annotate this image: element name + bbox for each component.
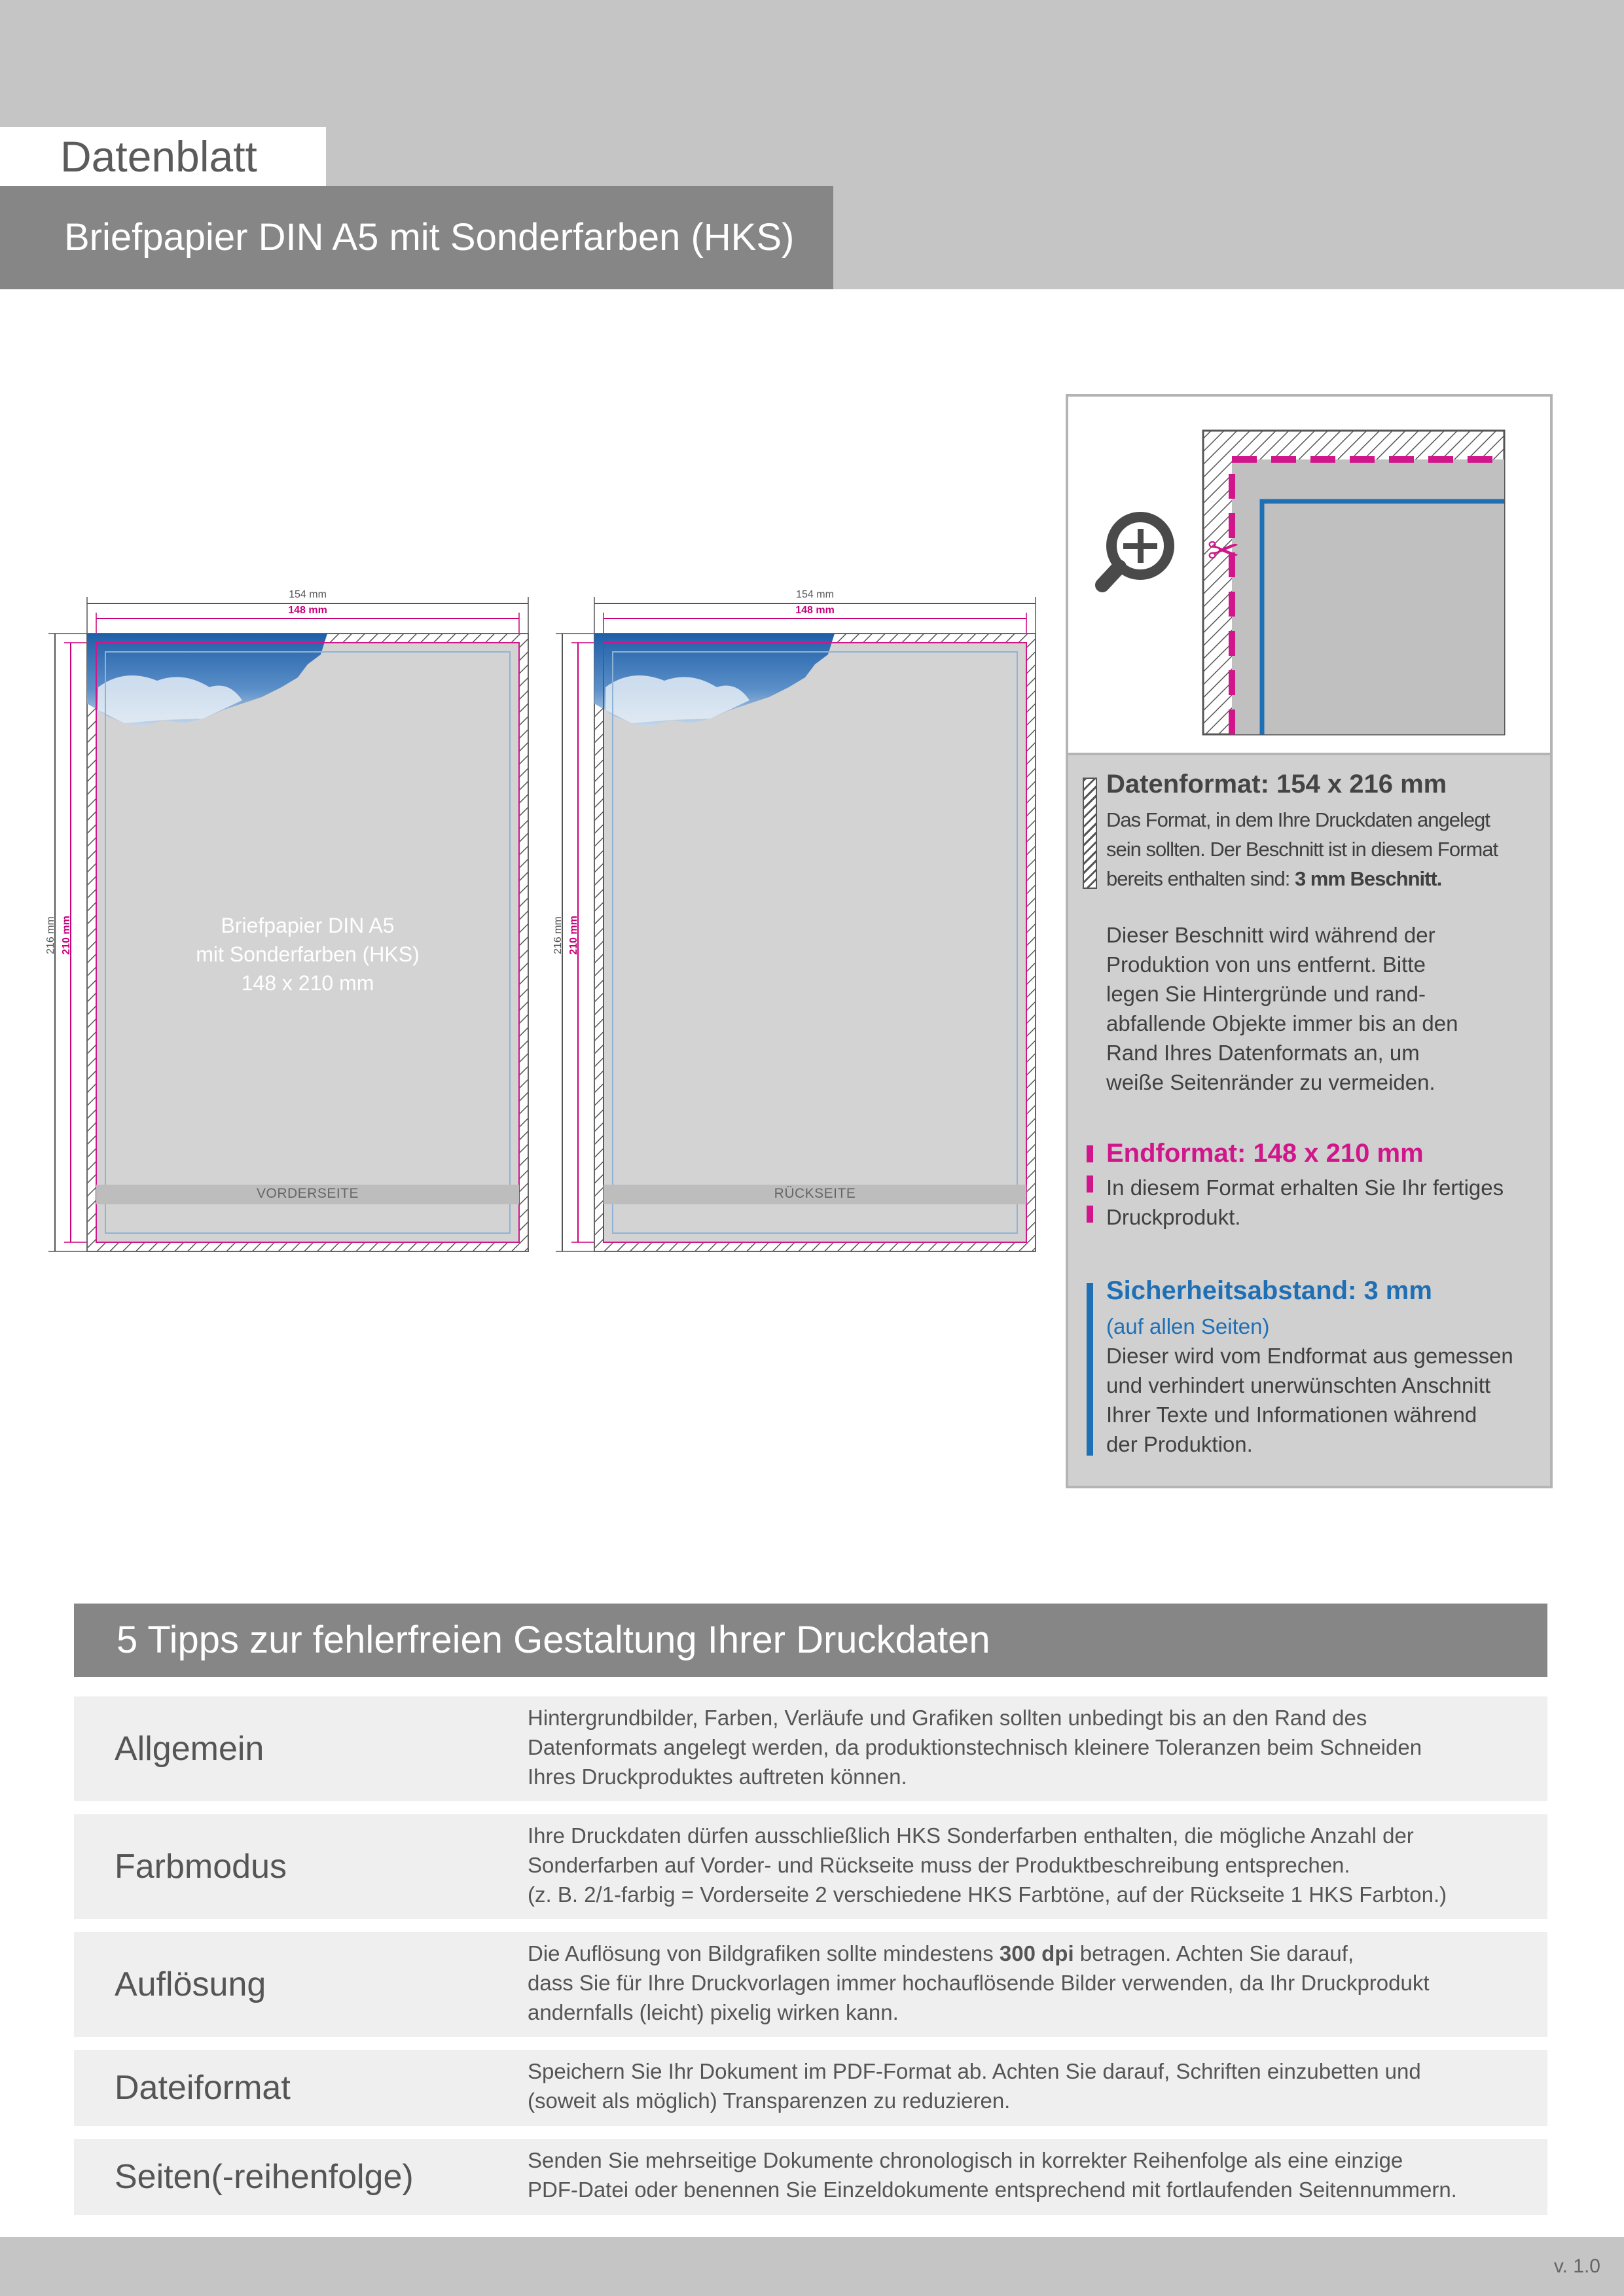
tip-name: Seiten(-reihenfolge) <box>115 2158 414 2196</box>
front-sheet <box>46 589 543 1263</box>
note-line-5: Rand Ihres Datenformats an, um <box>1106 1041 1420 1065</box>
front-center-line-3: 148 x 210 mm <box>241 971 374 995</box>
tip-row-aufloesung <box>74 1932 1547 2037</box>
tip-line: Ihres Druckproduktes auftreten können. <box>528 1765 907 1789</box>
datenformat-bold: 3 mm Beschnitt. <box>1294 867 1442 890</box>
tip-line: Senden Sie mehrseitige Dokumente chronologisch in korrekter Reihenfolge als eine einzige <box>528 2148 1403 2172</box>
tip-row-farbmodus <box>74 1814 1547 1919</box>
front-height-inner: 210 mm <box>61 916 72 955</box>
tip-row-seiten <box>74 2139 1547 2215</box>
legend-zoom-drawing <box>1066 394 1553 755</box>
datenformat-title: Datenformat: 154 x 216 mm <box>1106 770 1447 798</box>
tip-line: Datenformats angelegt werden, da produktionstechnisch kleinere Toleranzen beim Schneiden <box>528 1735 1422 1759</box>
datenformat-line-2: sein sollten. Der Beschnitt ist in diesem Format <box>1106 838 1498 861</box>
note-line-2: Produktion von uns entfernt. Bitte <box>1106 952 1426 977</box>
scissors-icon: ✂ <box>1207 529 1240 573</box>
tip-text <box>528 1821 1549 1909</box>
note-line-3: legen Sie Hintergründe und rand- <box>1106 982 1426 1006</box>
note-line-4: abfallende Objekte immer bis an den <box>1106 1011 1458 1035</box>
tip-line-post: betragen. Achten Sie darauf, <box>1074 1941 1354 1965</box>
tip-row-dateiformat <box>74 2050 1547 2126</box>
back-sheet-drawing <box>553 589 1051 1263</box>
legend-zoom-panel <box>1066 394 1553 755</box>
datenformat-note <box>1106 920 1538 1097</box>
note-line-6: weiße Seitenränder zu vermeiden. <box>1106 1070 1435 1094</box>
front-height-outer: 216 mm <box>45 916 56 954</box>
back-width-outer: 154 mm <box>796 589 834 600</box>
front-center-text <box>151 911 465 997</box>
front-side-label: VORDERSEITE <box>256 1186 359 1201</box>
sicherheit-line-2: und verhindert unerwünschten Anschnitt <box>1106 1373 1491 1397</box>
tip-line: (z. B. 2/1-farbig = Vorderseite 2 verschiedene HKS Farbtöne, auf der Rückseite 1 HKS Farbton.) <box>528 1882 1447 1907</box>
tip-row-allgemein <box>74 1696 1547 1801</box>
front-center-line-2: mit Sonderfarben (HKS) <box>196 942 420 966</box>
sicherheit-title: Sicherheitsabstand: 3 mm <box>1106 1276 1432 1305</box>
tip-text <box>528 2145 1549 2204</box>
front-width-outer: 154 mm <box>289 589 327 600</box>
tip-line: PDF-Datei oder benennen Sie Einzeldokumente entsprechend mit fortlaufenden Seitennummern. <box>528 2178 1457 2202</box>
front-center-line-1: Briefpapier DIN A5 <box>221 914 395 937</box>
legend-panel <box>1066 755 1553 1488</box>
tip-line: (soweit als möglich) Transparenzen zu reduzieren. <box>528 2089 1011 2113</box>
back-height-outer: 216 mm <box>552 916 564 954</box>
footer-band <box>0 2237 1624 2296</box>
safety-bar <box>1087 1283 1093 1456</box>
tip-name: Farbmodus <box>115 1848 287 1886</box>
endformat-dash-2 <box>1087 1175 1093 1193</box>
endformat-dash-1 <box>1087 1145 1093 1162</box>
tip-name: Allgemein <box>115 1730 264 1768</box>
tip-line: Hintergrundbilder, Farben, Verläufe und Grafiken sollten unbedingt bis an den Rand des <box>528 1706 1367 1730</box>
tip-line-pre: Die Auflösung von Bildgrafiken sollte mindestens <box>528 1941 1000 1965</box>
sicherheit-text <box>1106 1341 1551 1459</box>
tip-line: Sonderfarben auf Vorder- und Rückseite muss der Produktbeschreibung entsprechen. <box>528 1853 1350 1877</box>
sicherheit-line-4: der Produktion. <box>1106 1432 1253 1456</box>
datenformat-line-3: bereits enthalten sind: <box>1106 867 1290 890</box>
tip-line: andernfalls (leicht) pixelig wirken kann. <box>528 2000 899 2024</box>
tip-name: Dateiformat <box>115 2069 291 2107</box>
endformat-dash-3 <box>1087 1206 1093 1223</box>
sicherheit-line-1: Dieser wird vom Endformat aus gemessen <box>1106 1344 1513 1368</box>
back-height-inner: 210 mm <box>568 916 579 955</box>
sicherheit-subtitle: (auf allen Seiten) <box>1106 1314 1270 1338</box>
endformat-text <box>1106 1173 1551 1232</box>
datenformat-text <box>1106 805 1551 893</box>
tip-text <box>528 1703 1549 1791</box>
tip-name: Auflösung <box>115 1965 266 2003</box>
hatch-swatch <box>1083 778 1097 889</box>
front-width-inner: 148 mm <box>288 605 327 616</box>
tip-text <box>528 1939 1549 2027</box>
zoom-in-icon <box>1102 517 1169 585</box>
version-label: v. 1.0 <box>1553 2255 1600 2277</box>
endformat-line-2: Druckprodukt. <box>1106 1205 1241 1229</box>
datenblatt-label: Datenblatt <box>60 132 257 181</box>
endformat-title: Endformat: 148 x 210 mm <box>1106 1139 1424 1168</box>
datenformat-line-1: Das Format, in dem Ihre Druckdaten angelegt <box>1106 808 1490 831</box>
page-title: Briefpapier DIN A5 mit Sonderfarben (HKS) <box>64 216 795 259</box>
note-line-1: Dieser Beschnitt wird während der <box>1106 923 1435 947</box>
back-side-label: RÜCKSEITE <box>774 1186 856 1201</box>
tip-text <box>528 2056 1549 2115</box>
back-sheet <box>553 589 1051 1263</box>
sicherheit-line-3: Ihrer Texte und Informationen während <box>1106 1403 1477 1427</box>
tip-line-bold: 300 dpi <box>999 1941 1074 1965</box>
tip-line: dass Sie für Ihre Druckvorlagen immer hochauflösende Bilder verwenden, da Ihr Druckprodukt <box>528 1971 1430 1995</box>
tip-line: Ihre Druckdaten dürfen ausschließlich HKS Sonderfarben enthalten, die mögliche Anzahl der <box>528 1823 1414 1848</box>
endformat-line-1: In diesem Format erhalten Sie Ihr fertiges <box>1106 1175 1504 1200</box>
back-width-inner: 148 mm <box>795 605 835 616</box>
tip-line: Speichern Sie Ihr Dokument im PDF-Format ab. Achten Sie darauf, Schriften einzubetten und <box>528 2059 1421 2083</box>
tips-title: 5 Tipps zur fehlerfreien Gestaltung Ihrer Druckdaten <box>117 1619 990 1661</box>
